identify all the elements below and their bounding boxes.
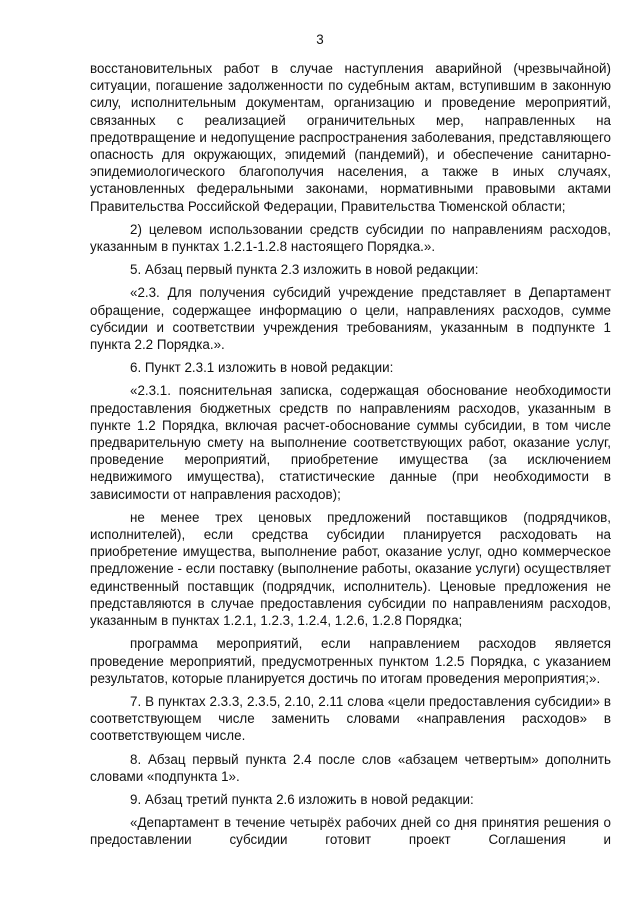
document-body [90, 60, 611, 849]
paragraph-events-program: программа мероприятий, если направлением расходов является проведение мероприятий, предусмотренных пунктом 1.2.5 Порядка, с указанием результатов, которые планируется достичь по итогам проведения мероприятия;». [90, 636, 611, 686]
paragraph-price-offers: не менее трех ценовых предложений поставщиков (подрядчиков, исполнителей), если средства субсидии планируется расходовать на приобретение имущества, выполнение работ, оказание услуг, одно коммерческое предложение - если поставку (выполнение работы, оказание услуги) осуществляет единственный поставщик (подрядчик, исполнитель). Ценовые предложения не представляются в случае предоставления субсидии по направлениям расходов, указанным в пунктах 1.2.1, 1.2.3, 1.2.4, 1.2.6, 1.2.8 Порядка; [90, 509, 611, 629]
paragraph-amendment-7: 7. В пунктах 2.3.3, 2.3.5, 2.10, 2.11 слова «цели предоставления субсидии» в соответствующем числе заменить словами «направления расходов» в соответствующем числе. [90, 693, 611, 744]
paragraph-continuation: восстановительных работ в случае наступления аварийной (чрезвычайной) ситуации, погашение задолженности по судебным актам, вступившим в законную силу, исполнительным документам, организацию и проведение мероприятий, связанных с реализацией ограничительных мер, направленных на предотвращение и недопущение распространения заболевания, представляющего опасность для окружающих, эпидемий (пандемий), и обеспечение санитарно-эпидемиологического благополучия населения, а также в иных случаях, установленных федеральными законами, нормативными правовыми актами Правительства Российской Федерации, Правительства Тюменской области; [90, 61, 611, 214]
paragraph-department-term: «Департамент в течение четырёх рабочих дней со дня принятия решения о предоставлении субсидии готовит проект Соглашения и [90, 815, 611, 848]
page-number: 3 [316, 32, 324, 47]
paragraph-amendment-6: 6. Пункт 2.3.1 изложить в новой редакции: [130, 360, 394, 376]
paragraph-item-2: 2) целевом использовании средств субсидии по направлениям расходов, указанным в пунктах 1.2.1-1.2.8 настоящего Порядка.». [90, 221, 611, 255]
paragraph-clause-2-3: «2.3. Для получения субсидий учреждение представляет в Департамент обращение, содержащее информацию о цели, направлениях расходов, сумме субсидии и соответствии учреждения требованиям, указанным в подпункте 1 пункта 2.2 Порядка.». [90, 285, 611, 353]
paragraph-clause-2-3-1: «2.3.1. пояснительная записка, содержащая обоснование необходимости предоставления бюджетных средств по направлениям расходов, указанным в пункте 1.2 Порядка, включая расчет-обоснование суммы субсидии, в том числе предварительную смету на выполнение соответствующих работ, оказание услуг, проведение мероприятий, приобретение имущества (за исключением недвижимого имущества), статистические данные (при необходимости в зависимости от направления расходов); [90, 383, 611, 502]
paragraph-amendment-5: 5. Абзац первый пункта 2.3 изложить в новой редакции: [130, 262, 479, 278]
paragraph-amendment-9: 9. Абзац третий пункта 2.6 изложить в новой редакции: [130, 791, 474, 807]
paragraph-amendment-8: 8. Абзац первый пункта 2.4 после слов «абзацем четвертым» дополнить словами «подпункта 1». [90, 751, 611, 784]
